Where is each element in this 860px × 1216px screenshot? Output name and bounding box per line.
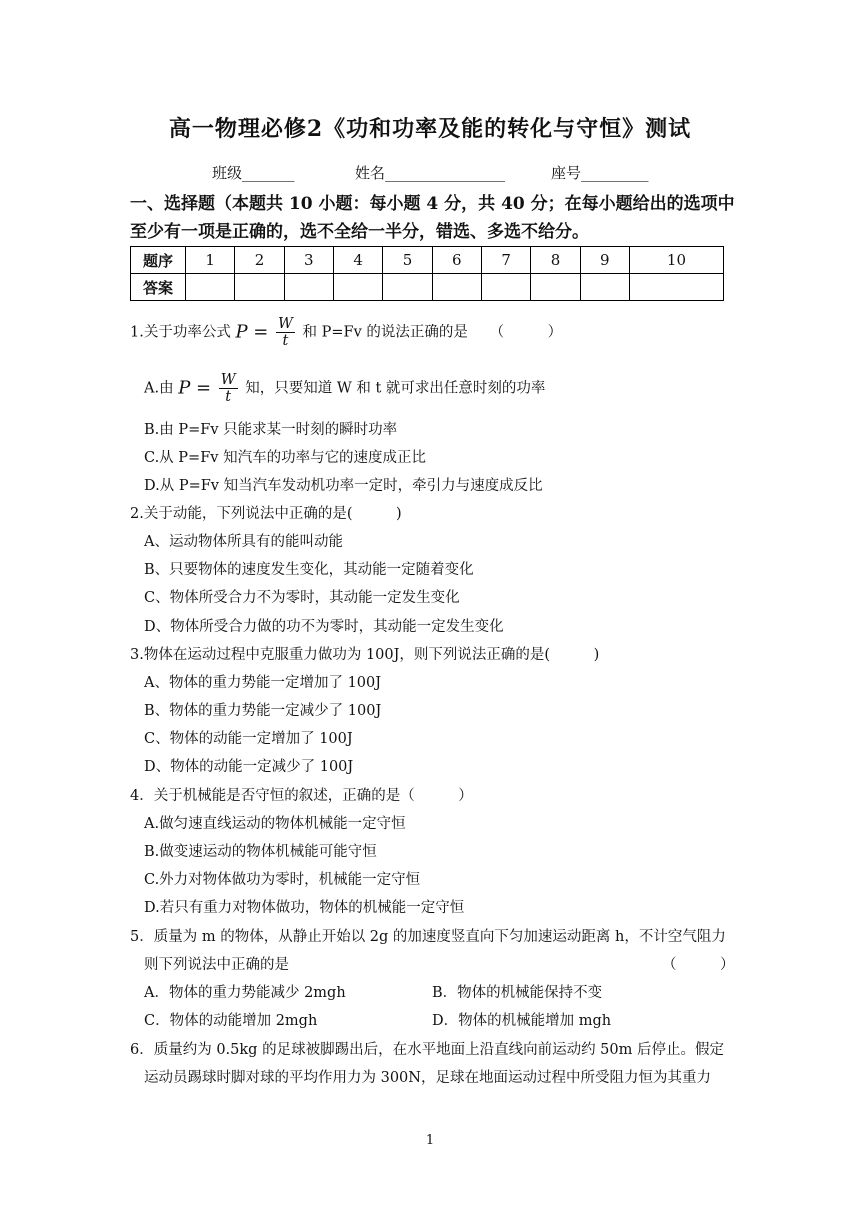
answer-cell[interactable]: [481, 274, 530, 301]
q5-option-c: C．物体的动能增加 2mgh: [144, 1013, 318, 1029]
fraction-denominator: t: [225, 389, 232, 405]
answer-cell[interactable]: [186, 274, 235, 301]
seat-field[interactable]: 座号_________: [551, 164, 649, 182]
q1-option-d: D.从 P=Fv 知当汽车发动机功率一定时，牵引力与速度成反比: [144, 478, 543, 494]
q1-option-a-suffix: 知，只要知道 W 和 t 就可求出任意时刻的功率: [245, 380, 546, 397]
q2-option-b: B、只要物体的速度发生变化，其动能一定随着变化: [144, 562, 474, 578]
q2-option-c: C、物体所受合力不为零时，其动能一定发生变化: [144, 590, 460, 606]
q5-option-d: D．物体的机械能增加 mgh: [432, 1013, 612, 1029]
question-number-cell: 9: [580, 247, 629, 274]
question-number-cell: 6: [432, 247, 481, 274]
q5-answer-paren: （ ）: [662, 957, 735, 973]
q1-option-a: [144, 372, 545, 405]
q1-fraction: [276, 316, 295, 349]
q1-option-a-fraction: [219, 372, 238, 405]
q2-stem: 2.关于动能，下列说法中正确的是( ): [130, 506, 402, 522]
question-number-cell: 4: [333, 247, 382, 274]
row-header-number: 题序: [131, 247, 186, 274]
question-number-cell: 7: [481, 247, 530, 274]
q1-option-c: C.从 P=Fv 知汽车的功率与它的速度成正比: [144, 450, 427, 466]
section-heading-line1: 一、选择题（本题共 10 小题：每小题 4 分，共 40 分；在每小题给出的选项中: [130, 194, 735, 214]
q1-option-b: B.由 P=Fv 只能求某一时刻的瞬时功率: [144, 422, 398, 438]
section-heading-line2: 至少有一项是正确的，选不全给一半分，错选、多选不给分。: [130, 222, 589, 242]
q3-option-d: D、物体的动能一定减少了 100J: [144, 759, 354, 775]
q3-option-a: A、物体的重力势能一定增加了 100J: [144, 675, 382, 691]
q4-option-c: C.外力对物体做功为零时，机械能一定守恒: [144, 872, 421, 888]
answer-cell[interactable]: [284, 274, 333, 301]
page-number: 1: [425, 1133, 435, 1148]
fraction-denominator: t: [282, 333, 289, 349]
q3-stem: 3.物体在运动过程中克服重力做功为 100J，则下列说法正确的是( ): [130, 647, 600, 663]
answer-cell[interactable]: [235, 274, 284, 301]
q6-stem-line2: 运动员踢球时脚对球的平均作用力为 300N，足球在地面运动过程中所受阻力恒为其重力: [144, 1070, 711, 1086]
question-number-cell: 1: [186, 247, 235, 274]
answer-cell[interactable]: [580, 274, 629, 301]
answer-table-answer-row: [131, 274, 724, 301]
q1-option-a-formula-p: P =: [178, 377, 212, 399]
class-field[interactable]: 班级_______: [212, 164, 295, 182]
q4-option-a: A.做匀速直线运动的物体机械能一定守恒: [144, 816, 406, 832]
q5-option-a: A．物体的重力势能减少 2mgh: [144, 985, 346, 1001]
question-number-cell: 8: [531, 247, 580, 274]
question-number-cell: 3: [284, 247, 333, 274]
q3-option-b: B、物体的重力势能一定减少了 100J: [144, 703, 382, 719]
question-number-cell: 2: [235, 247, 284, 274]
name-field[interactable]: 姓名________________: [355, 164, 506, 182]
q6-stem-line1: 6．质量约为 0.5kg 的足球被脚踢出后，在水平地面上沿直线向前运动约 50m 后停止。假定: [130, 1042, 724, 1058]
section-heading: [130, 190, 740, 246]
question-number-cell: 10: [629, 247, 723, 274]
q5-stem-line1: 5．质量为 m 的物体，从静止开始以 2g 的加速度竖直向下匀加速运动距离 h，不计空气阻力: [130, 929, 726, 945]
q3-option-c: C、物体的动能一定增加了 100J: [144, 731, 353, 747]
q4-stem: 4．关于机械能是否守恒的叙述，正确的是（ ）: [130, 788, 473, 804]
q5-stem-line2: 则下列说法中正确的是: [144, 957, 289, 973]
row-header-answer: 答案: [131, 274, 186, 301]
q2-option-a: A、运动物体所具有的能叫动能: [144, 534, 343, 550]
q1-stem: [130, 316, 562, 349]
question-number-cell: 5: [383, 247, 432, 274]
q1-stem-suffix: 和 P=Fv 的说法正确的是 （ ）: [302, 324, 563, 341]
fraction-numerator: W: [220, 372, 236, 388]
q5-option-b: B．物体的机械能保持不变: [432, 985, 603, 1001]
q1-formula-p: P =: [235, 321, 269, 343]
q1-stem-prefix: 1.关于功率公式: [130, 324, 231, 341]
answer-cell[interactable]: [432, 274, 481, 301]
answer-table-number-row: [131, 247, 724, 274]
answer-cell[interactable]: [383, 274, 432, 301]
q4-option-b: B.做变速运动的物体机械能可能守恒: [144, 844, 377, 860]
q2-option-d: D、物体所受合力做的功不为零时，其动能一定发生变化: [144, 619, 504, 635]
q1-option-a-prefix: A.由: [144, 380, 174, 397]
answer-table: [130, 246, 724, 301]
answer-cell[interactable]: [531, 274, 580, 301]
q4-option-d: D.若只有重力对物体做功，物体的机械能一定守恒: [144, 900, 465, 916]
answer-cell[interactable]: [629, 274, 723, 301]
fraction-numerator: W: [277, 316, 293, 332]
page-title: 高一物理必修2《功和功率及能的转化与守恒》测试: [168, 116, 692, 142]
answer-cell[interactable]: [333, 274, 382, 301]
